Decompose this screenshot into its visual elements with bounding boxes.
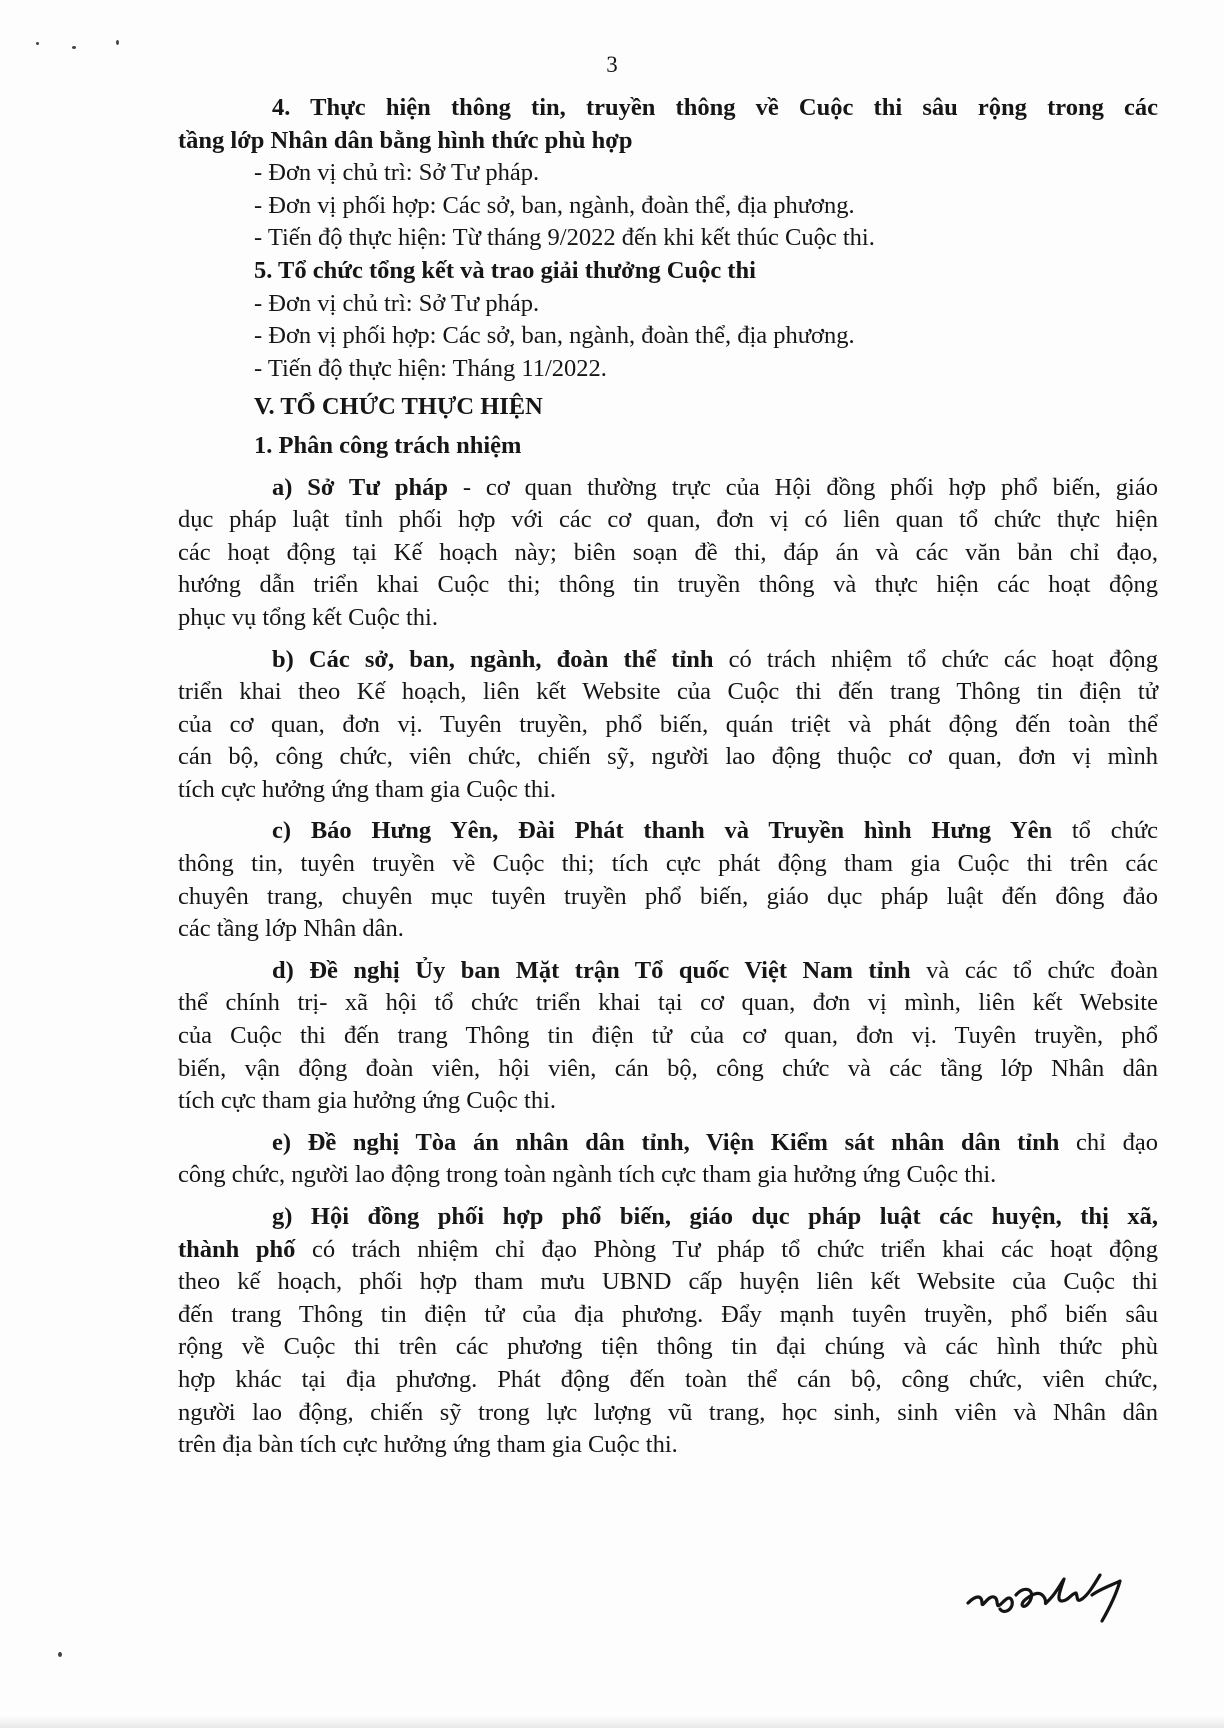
section-5-coordinating-units: - Đơn vị phối hợp: Các sở, ban, ngành, đoàn thể, địa phương.	[254, 322, 855, 350]
section-5-heading: 5. Tổ chức tổng kết và trao giải thưởng Cuộc thi	[254, 256, 756, 284]
section-4-heading-line-2: tầng lớp Nhân dân bằng hình thức phù hợp	[178, 126, 633, 154]
paragraph-e	[178, 1127, 1158, 1192]
paragraph-e-lead: e) Đề nghị Tòa án nhân dân tỉnh, Viện Kiểm sát nhân dân tỉnh	[272, 1128, 1060, 1156]
paragraph-g-text-5: hợp khác tại địa phương. Phát động đến toàn thể cán bộ, công chức, viên chức,	[178, 1365, 1158, 1393]
section-5-host-unit: - Đơn vị chủ trì: Sở Tư pháp.	[254, 289, 540, 317]
scan-speck	[72, 46, 76, 49]
paragraph-d-text-5: tích cực tham gia hưởng ứng Cuộc thi.	[178, 1087, 557, 1115]
paragraph-a-text-4: hướng dẫn triển khai Cuộc thi; thông tin truyền thông và thực hiện các hoạt động	[178, 571, 1158, 599]
paragraph-e-text-2: công chức, người lao động trong toàn ngành tích cực tham gia hưởng ứng Cuộc thi.	[178, 1161, 997, 1189]
handwritten-initials-signature	[960, 1555, 1150, 1625]
section-v-heading: V. TỔ CHỨC THỰC HIỆN	[254, 393, 543, 421]
paragraph-c-text-3: chuyên trang, chuyên mục tuyên truyền phổ biến, giáo dục pháp luật đến đông đảo	[178, 882, 1158, 910]
paragraph-d-text-3: của Cuộc thi đến trang Thông tin điện tử của cơ quan, đơn vị. Tuyên truyền, phổ	[178, 1022, 1158, 1050]
paragraph-c	[178, 815, 1158, 945]
paragraph-b-text-4: cán bộ, công chức, viên chức, chiến sỹ, người lao động thuộc cơ quan, đơn vị mình	[178, 743, 1158, 771]
scan-speck	[116, 40, 119, 45]
scan-bottom-edge	[0, 1716, 1224, 1728]
section-5-schedule: - Tiến độ thực hiện: Tháng 11/2022.	[254, 354, 607, 382]
paragraph-b-text-1: có trách nhiệm tổ chức các hoạt động	[713, 645, 1158, 673]
paragraph-g-text-2: theo kế hoạch, phối hợp tham mưu UBND cấp huyện liên kết Website của Cuộc thi	[178, 1268, 1158, 1296]
paragraph-d	[178, 955, 1158, 1118]
paragraph-d-text-2: thể chính trị- xã hội tổ chức triển khai tại cơ quan, đơn vị mình, liên kết Website	[178, 989, 1158, 1017]
paragraph-c-lead: c) Báo Hưng Yên, Đài Phát thanh và Truyền hình Hưng Yên	[272, 817, 1053, 845]
paragraph-g-lead-1: g) Hội đồng phối hợp phổ biến, giáo dục pháp luật các huyện, thị xã,	[272, 1203, 1158, 1230]
paragraph-d-lead: d) Đề nghị Ủy ban Mặt trận Tổ quốc Việt Nam tỉnh	[272, 956, 911, 984]
paragraph-a-lead: a) Sở Tư pháp	[272, 473, 448, 501]
paragraph-c-text-1: tổ chức	[1052, 817, 1158, 845]
paragraph-a	[178, 472, 1158, 635]
scan-speck	[58, 1652, 62, 1657]
section-4-coordinating-units: - Đơn vị phối hợp: Các sở, ban, ngành, đoàn thể, địa phương.	[254, 191, 855, 219]
section-4-host-unit: - Đơn vị chủ trì: Sở Tư pháp.	[254, 159, 540, 187]
paragraph-b-text-2: triển khai theo Kế hoạch, liên kết Website của Cuộc thi đến trang Thông tin điện tử	[178, 678, 1158, 706]
paragraph-g-text-4: rộng về Cuộc thi trên các phương tiện thông tin đại chúng và các hình thức phù	[178, 1333, 1158, 1361]
paragraph-b-lead: b) Các sở, ban, ngành, đoàn thể tỉnh	[272, 645, 714, 673]
document-body	[178, 92, 1158, 1462]
paragraph-a-text-1: - cơ quan thường trực của Hội đồng phối hợp phổ biến, giáo	[447, 473, 1158, 501]
paragraph-g-text-7: trên địa bàn tích cực hưởng ứng tham gia Cuộc thi.	[178, 1431, 678, 1459]
section-4-heading-line-1: 4. Thực hiện thông tin, truyền thông về Cuộc thi sâu rộng trong các	[272, 94, 1158, 121]
section-4-schedule: - Tiến độ thực hiện: Từ tháng 9/2022 đến khi kết thúc Cuộc thi.	[254, 224, 875, 252]
subsection-1-heading: 1. Phân công trách nhiệm	[254, 431, 522, 459]
paragraph-g-text-1: có trách nhiệm chỉ đạo Phòng Tư pháp tổ chức triển khai các hoạt động	[295, 1235, 1158, 1263]
paragraph-b-text-5: tích cực hưởng ứng tham gia Cuộc thi.	[178, 775, 557, 803]
paragraph-a-text-2: dục pháp luật tỉnh phối hợp với các cơ quan, đơn vị có liên quan tổ chức thực hiện	[178, 506, 1158, 534]
paragraph-a-text-3: các hoạt động tại Kế hoạch này; biên soạn đề thi, đáp án và các văn bản chỉ đạo,	[178, 538, 1158, 566]
paragraph-c-text-4: các tầng lớp Nhân dân.	[178, 915, 404, 943]
paragraph-g-lead-2: thành phố	[178, 1235, 296, 1263]
paragraph-e-text-1: chỉ đạo	[1059, 1128, 1158, 1156]
paragraph-d-text-1: và các tổ chức đoàn	[910, 956, 1158, 984]
paragraph-g-text-3: đến trang Thông tin điện tử của địa phương. Đẩy mạnh tuyên truyền, phổ biến sâu	[178, 1300, 1158, 1328]
paragraph-b-text-3: của cơ quan, đơn vị. Tuyên truyền, phổ biến, quán triệt và phát động đến toàn thể	[178, 710, 1158, 738]
paragraph-d-text-4: biến, vận động đoàn viên, hội viên, cán bộ, công chức và các tầng lớp Nhân dân	[178, 1054, 1158, 1082]
paragraph-c-text-2: thông tin, tuyên truyền về Cuộc thi; tích cực phát động tham gia Cuộc thi trên các	[178, 850, 1158, 878]
scan-speck	[36, 42, 39, 45]
paragraph-g-text-6: người lao động, chiến sỹ trong lực lượng vũ trang, học sinh, sinh viên và Nhân dân	[178, 1398, 1158, 1426]
paragraph-a-text-5: phục vụ tổng kết Cuộc thi.	[178, 603, 438, 631]
paragraph-b	[178, 644, 1158, 807]
paragraph-g	[178, 1201, 1158, 1462]
page-number: 3	[606, 52, 618, 77]
